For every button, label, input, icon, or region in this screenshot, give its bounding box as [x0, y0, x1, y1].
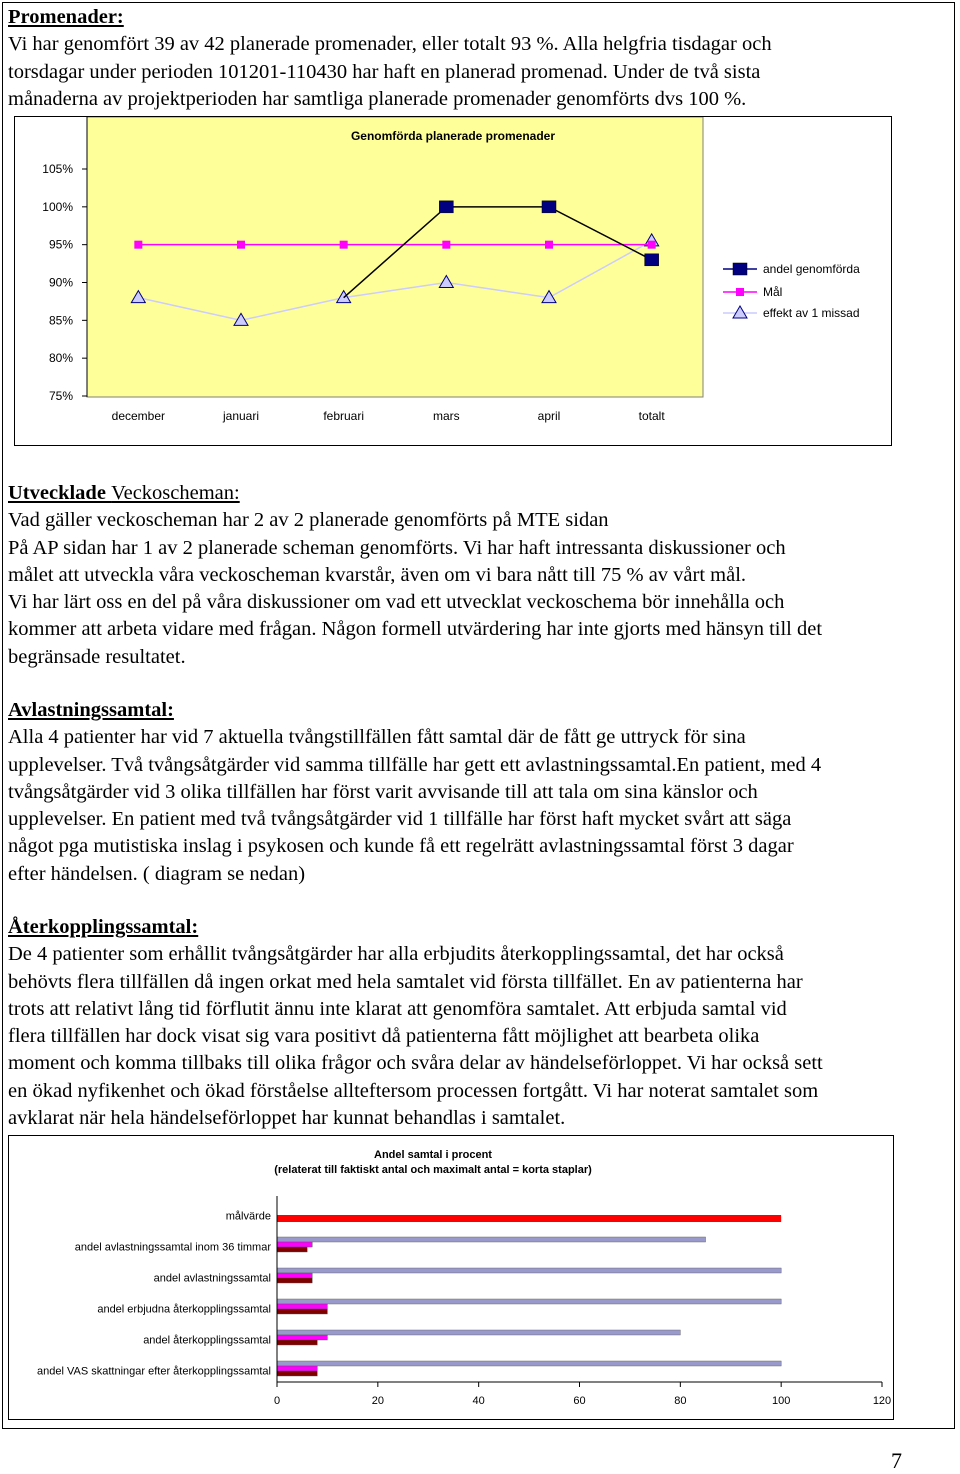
text-line: Vad gäller veckoscheman har 2 av 2 planerade genomförts på MTE sidan [8, 509, 609, 532]
heading-avlastning: Avlastningssamtal: [8, 699, 174, 721]
section-aterkoppling [8, 914, 943, 1132]
heading-aterkoppling: Återkopplingssamtal: [8, 916, 199, 938]
bar-maximalt-antal [277, 1340, 317, 1345]
y-tick-label: 95% [48, 237, 73, 252]
legend-label: andel genomförda [763, 262, 860, 276]
text-line: avklarat när hela händelseförloppet har kunnat behandlas i samtalet. [8, 1107, 566, 1130]
data-point [736, 288, 744, 296]
x-tick-label: 0 [273, 1395, 281, 1407]
y-tick-label: 90% [48, 275, 73, 290]
data-point [733, 306, 747, 318]
data-point [442, 241, 450, 249]
line-chart [15, 117, 891, 445]
y-tick-label: 80% [48, 351, 73, 366]
text-line: På AP sidan har 1 av 2 planerade scheman genomförts. Vi har haft intressanta diskussioner och [8, 536, 786, 559]
section-avlastning [8, 697, 943, 888]
data-point [134, 241, 142, 249]
text-line: kommer att arbeta vidare med frågan. Någon formell utvärdering har inte gjorts med hänsyn till det [8, 618, 823, 641]
text-line: begränsade resultatet. [8, 645, 186, 668]
legend-label: effekt av 1 missad [763, 306, 860, 320]
category-label: andel avlastningssamtal [153, 1272, 271, 1285]
bar-maximalt-antal [277, 1278, 312, 1283]
x-tick-label: 20 [371, 1395, 384, 1407]
plot-area [87, 117, 703, 397]
text-line: månaderna av projektperioden har samtliga planerade promenader genomförts dvs 100 %. [8, 87, 747, 110]
text-line: en ökad nyfikenhet och ökad förståelse allteftersom processen fortgått. Vi har noterat samtalet som [8, 1079, 819, 1102]
x-tick-label: februari [323, 409, 365, 423]
y-tick-label: 105% [42, 162, 73, 176]
chart-subtitle: (relaterat till faktiskt antal och maximalt antal = korta staplar) [274, 1164, 592, 1176]
text-line: flera tillfällen har dock visat sig vara positivt då patienterna fått möjlighet att bearbeta olika [8, 1025, 760, 1048]
text-line: torsdagar under perioden 101201-110430 har haft en planerad promenad. Under de två sista [8, 60, 761, 83]
text-line: något pga mutistiska inslag i psykosen och kunde få ett regelrätt avlastningssamtal först 3 dagar [8, 835, 794, 858]
x-tick-label: 80 [674, 1395, 687, 1407]
x-tick-label: 100 [771, 1395, 791, 1407]
bar-faktiskt-antal [277, 1304, 327, 1309]
bar-andel-i-procent [277, 1299, 781, 1304]
x-tick-label: mars [432, 409, 460, 423]
x-tick-label: april [537, 409, 561, 423]
bar-andel-i-procent [277, 1361, 781, 1366]
text-line: upplevelser. Två tvångsåtgärder vid samma tillfälle har gett ett avlastningssamtal.En patient, med 4 [8, 753, 822, 776]
y-tick-label: 85% [48, 313, 73, 328]
text-line: moment och komma tillbaks till olika frågor och svåra delar av händelseförloppet. Vi har också sett [8, 1052, 823, 1075]
x-tick-label: januari [222, 409, 260, 423]
legend-label: Mål [763, 285, 783, 299]
bar-maximalt-antal [277, 1247, 307, 1252]
bar-malvarde [277, 1215, 781, 1222]
x-tick-label: december [111, 409, 166, 423]
bar-chart [9, 1136, 893, 1419]
text-line: tvångsåtgärder vid 3 olika tillfällen har först varit avvisande till att tala om sina känslor och [8, 780, 758, 803]
text-line: behövts flera tillfällen då ingen orkat med hela samtalet vid första tillfället. En av patienterna har [8, 970, 803, 993]
data-point [237, 241, 245, 249]
bar-andel-i-procent [277, 1268, 781, 1273]
line-chart-box [14, 116, 892, 446]
bar-faktiskt-antal [277, 1242, 312, 1247]
text-line: Vi har lärt oss en del på våra diskussioner om vad ett utvecklat veckoschema bör innehålla och [8, 591, 785, 614]
bar-andel-i-procent [277, 1237, 706, 1242]
y-tick-label: 75% [48, 389, 73, 403]
text-line: Alla 4 patienter har vid 7 aktuella tvångstillfällen fått samtal där de fått ge uttryck för sina [8, 726, 746, 749]
data-point [645, 254, 659, 266]
bar-faktiskt-antal [277, 1273, 312, 1278]
x-tick-label: 40 [472, 1395, 485, 1407]
bar-andel-i-procent [277, 1330, 680, 1335]
data-point [340, 241, 348, 249]
x-tick-label: 60 [573, 1395, 586, 1407]
bar-faktiskt-antal [277, 1335, 327, 1340]
text-line: De 4 patienter som erhållit tvångsåtgärder har alla erbjudits återkopplingssamtal, det har också [8, 943, 784, 966]
data-point [648, 241, 656, 249]
heading-veckoscheman-part1: Utvecklade [8, 482, 112, 504]
heading-veckoscheman [8, 480, 943, 507]
heading-veckoscheman-part2: Veckoscheman: [111, 482, 240, 504]
text-line: målet att utveckla våra veckoscheman kvarstår, även om vi bara nått till 75 % av vårt mål. [8, 563, 747, 586]
page-number: 7 [891, 1448, 902, 1473]
text-line: efter händelsen. ( diagram se nedan) [8, 862, 306, 885]
category-label: andel avlastningssamtal inom 36 timmar [74, 1241, 271, 1254]
data-point [542, 201, 556, 213]
section-veckoscheman [8, 480, 943, 671]
bar-faktiskt-antal [277, 1366, 317, 1371]
text-line: trots att relativt lång tid förflutit ännu inte klarat att genomföra samtalet. Att erbjuda samtal vid [8, 997, 787, 1020]
text-line: Vi har genomfört 39 av 42 planerade promenader, eller totalt 93 %. Alla helgfria tisdagar och [8, 33, 772, 56]
data-point [545, 241, 553, 249]
data-point [439, 201, 453, 213]
chart-title: Andel samtal i procent [374, 1149, 492, 1161]
category-label: målvärde [225, 1210, 271, 1223]
data-point [733, 263, 747, 275]
text-line: upplevelser. En patient med två tvångsåtgärder vid 1 tillfälle har först haft mycket svårt att säga [8, 808, 792, 831]
y-tick-label: 100% [42, 199, 73, 214]
section-promenader [8, 4, 943, 113]
bar-maximalt-antal [277, 1371, 317, 1376]
heading-promenader: Promenader: [8, 6, 124, 28]
x-tick-label: totalt [638, 409, 665, 423]
category-label: andel VAS skattningar efter återkopplingssamtal [37, 1365, 271, 1378]
x-tick-label: 120 [872, 1395, 892, 1407]
category-label: andel återkopplingssamtal [143, 1334, 271, 1347]
category-label: andel erbjudna återkopplingssamtal [97, 1303, 271, 1316]
bar-chart-box [8, 1135, 894, 1420]
bar-maximalt-antal [277, 1309, 327, 1314]
chart-title: Genomförda planerade promenader [350, 129, 556, 143]
